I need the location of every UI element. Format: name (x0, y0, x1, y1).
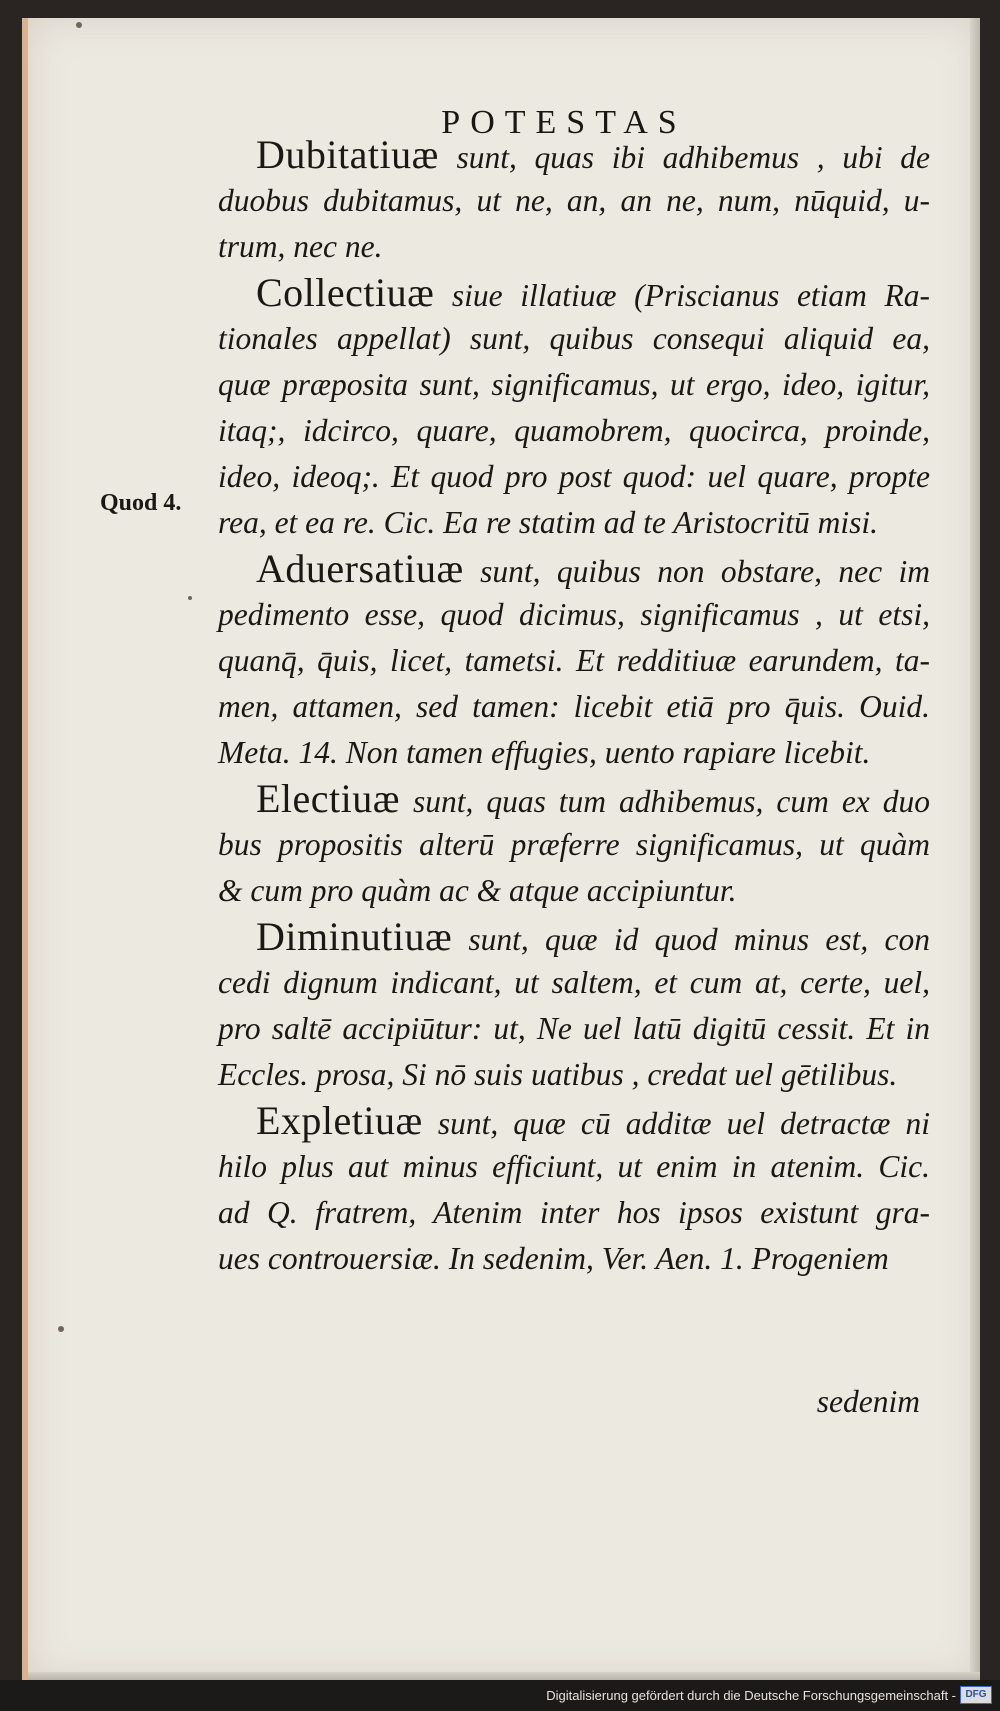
text-line: ideo, ideoq;. Et quod pro post quod: uel quare, propte (218, 459, 930, 494)
footer-credit: Digitalisierung gefördert durch die Deutsche Forschungsgemeinschaft - (546, 1688, 956, 1703)
paragraph (218, 914, 930, 1098)
paragraph-first-line (218, 1098, 930, 1144)
dfg-logo: DFG (960, 1686, 992, 1704)
paragraph-lead-word: Diminutiuæ (256, 914, 453, 959)
speck (188, 596, 192, 600)
text-line: quæ præposita sunt, significamus, ut ergo, ideo, igitur, (218, 367, 930, 402)
paragraph-first-line (218, 132, 930, 178)
text-line: trum, nec ne. (218, 229, 383, 264)
text-line: cedi dignum indicant, ut saltem, et cum at, certe, uel, (218, 965, 930, 1000)
footer-bar (0, 1680, 1000, 1711)
text-line: pedimento esse, quod dicimus, significamus , ut etsi, (218, 597, 930, 632)
text-line: tionales appellat) sunt, quibus consequi aliquid ea, (218, 321, 930, 356)
paragraph-lead-word: Expletiuæ (256, 1098, 423, 1143)
paragraph-first-line-text: sunt, quas ibi adhibemus , ubi de (456, 140, 931, 175)
paragraph-first-line-text: sunt, quas tum adhibemus, cum ex duo (412, 784, 931, 819)
paragraph (218, 270, 930, 546)
speck (76, 22, 82, 28)
text-line: quanq̄, q̄uis, licet, tametsi. Et redditiuæ earundem, ta- (218, 643, 930, 678)
paragraph-lead-word: Electiuæ (256, 776, 400, 821)
page-edge-bottom (28, 1672, 980, 1680)
text-line: bus propositis alterū præferre significamus, ut quàm (218, 827, 930, 862)
body-text (218, 132, 930, 1282)
text-line: Meta. 14. Non tamen effugies, uento rapiare licebit. (218, 735, 871, 770)
paragraph-first-line (218, 270, 930, 316)
paragraph-first-line (218, 914, 930, 960)
text-line: duobus dubitamus, ut ne, an, an ne, num, nūquid, u- (218, 183, 930, 218)
paragraph-lead-word: Dubitatiuæ (256, 132, 439, 177)
paragraph-first-line (218, 776, 930, 822)
paragraph-lead-word: Collectiuæ (256, 270, 435, 315)
running-title: POTESTAS (441, 104, 687, 141)
text-line: Eccles. prosa, Si nō suis uatibus , credat uel gētilibus. (218, 1057, 898, 1092)
paragraph-lead-word: Aduersatiuæ (256, 546, 464, 591)
paragraph-first-line-text: siue illatiuæ (Priscianus etiam Ra- (451, 278, 931, 313)
text-line: & cum pro quàm ac & atque accipiuntur. (218, 873, 737, 908)
paragraph (218, 546, 930, 776)
paragraph-first-line (218, 546, 930, 592)
page-edge-right (970, 18, 980, 1680)
paragraph (218, 1098, 930, 1282)
paragraph-first-line-text: sunt, quibus non obstare, nec im (480, 554, 930, 589)
text-line: rea, et ea re. Cic. Ea re statim ad te Aristocritū misi. (218, 505, 878, 540)
text-line: itaq;, idcirco, quare, quamobrem, quocirca, proinde, (218, 413, 930, 448)
paragraph (218, 132, 930, 270)
marginal-note: Quod 4. (100, 490, 182, 516)
paragraph (218, 776, 930, 914)
text-line: hilo plus aut minus efficiunt, ut enim in atenim. Cic. (218, 1149, 930, 1184)
text-line: men, attamen, sed tamen: licebit etiā pro q̄uis. Ouid. (218, 689, 930, 724)
speck (58, 1326, 64, 1332)
catchword: sedenim (816, 1384, 920, 1419)
text-line: pro saltē accipiūtur: ut, Ne uel latū digitū cessit. Et in (218, 1011, 930, 1046)
paragraph-first-line-text: sunt, quæ id quod minus est, con (468, 922, 930, 957)
paragraph-first-line-text: sunt, quæ cū additæ uel detractæ ni (437, 1106, 930, 1141)
text-line: ad Q. fratrem, Atenim inter hos ipsos existunt gra- (218, 1195, 930, 1230)
text-line: ues controuersiæ. In sedenim, Ver. Aen. 1. Progeniem (218, 1241, 889, 1276)
